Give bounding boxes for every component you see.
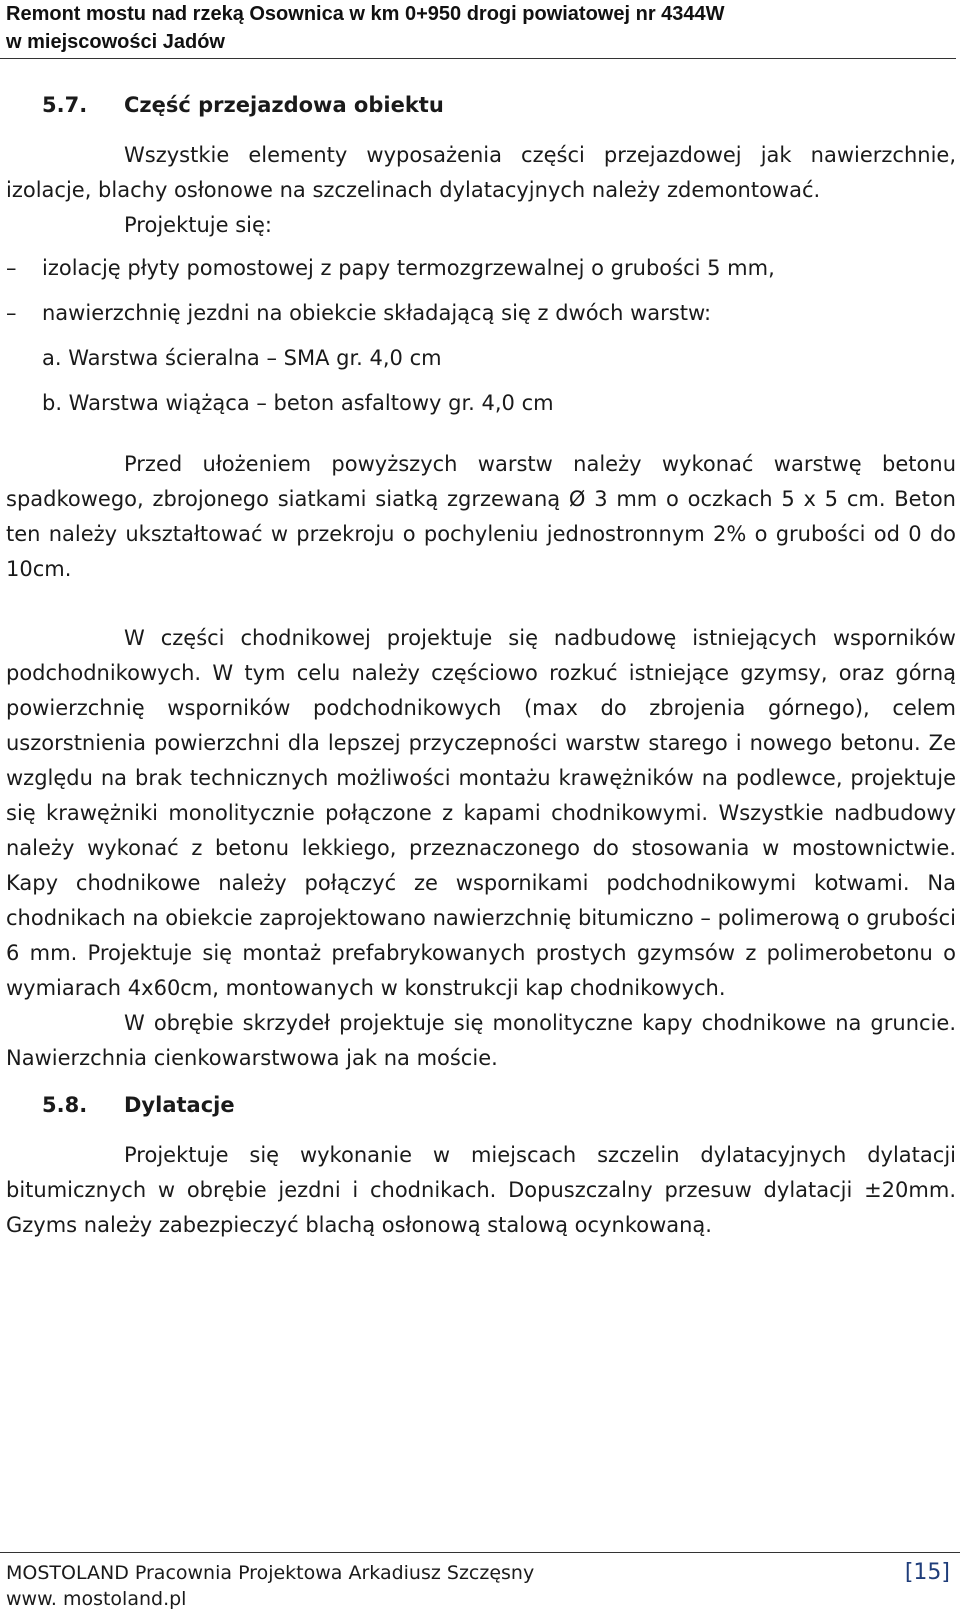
list-item-nawierzchnia [6, 296, 956, 331]
sub-item-b: b. Warstwa wiążąca – beton asfaltowy gr. 4,0 cm [42, 391, 554, 415]
footer-divider [0, 1552, 960, 1553]
paragraph-projektuje: Projektuje się: [124, 213, 272, 237]
header-title-line-1: Remont mostu nad rzeką Osownica w km 0+950 drogi powiatowej nr 4344W [6, 3, 725, 25]
paragraph-dylatacje: Projektuje się wykonanie w miejscach szczelin dylatacyjnych dylatacji bitumicznych w obrębie jezdni i chodnikach. Dopuszczalny przesuw dylatacji ±20mm. Gzyms należy zabezpieczyć blachą osłonową stalową ocynkowaną. [6, 1143, 956, 1237]
footer-website: www. mostoland.pl [6, 1588, 187, 1610]
sub-item-a: a. Warstwa ścieralna – SMA gr. 4,0 cm [42, 346, 442, 370]
footer-company: MOSTOLAND Pracownia Projektowa Arkadiusz Szczęsny [6, 1562, 535, 1584]
document-body [6, 88, 956, 1243]
dash-bullet: – [6, 301, 17, 325]
section-number: 5.7. [42, 93, 88, 117]
page-number: [15] [904, 1560, 950, 1585]
page-header [6, 0, 956, 56]
paragraph-czesc-chodnikowa: W części chodnikowej projektuje się nadbudowę istniejących wsporników podchodnikowych. W tym celu należy częściowo rozkuć istniejące gzymsy, oraz górną powierzchnię wsporników podchodnikowych (max do zbrojenia górnego), celem uszorstnienia powierzchni dla lepszej przyczepności warstw starego i nowego betonu. Ze względu na brak technicznych możliwości montażu krawężników na podlewce, projektuje się krawężniki monolitycznie połączone z kapami chodnikowymi. Wszystkie nadbudowy należy wykonać z betonu lekkiego, przeznaczonego do stosowania w mostownictwie. Kapy chodnikowe należy połączyć ze wspornikami podchodnikowymi kotwami. Na chodnikach na obiekcie zaprojektowano nawierzchnię bitumiczno – polimerową o grubości 6 mm. Projektuje się montaż prefabrykowanych prostych gzymsów z polimerobetonu o wymiarach 4x60cm, montowanych w konstrukcji kap chodnikowych. [6, 626, 956, 1000]
section-number: 5.8. [42, 1093, 88, 1117]
list-item-text: izolację płyty pomostowej z papy termozgrzewalnej o grubości 5 mm, [42, 256, 775, 280]
dash-bullet: – [6, 256, 17, 280]
paragraph-skrzydla: W obrębie skrzydeł projektuje się monolityczne kapy chodnikowe na gruncie. Nawierzchnia cienkowarstwowa jak na moście. [6, 1011, 956, 1070]
paragraph-beton-spadkowy: Przed ułożeniem powyższych warstw należy wykonać warstwę betonu spadkowego, zbrojonego siatkami siatką zgrzewaną Ø 3 mm o oczkach 5 x 5 cm. Beton ten należy ukształtować w przekroju o pochyleniu jednostronnym 2% o grubości od 0 do 10cm. [6, 452, 956, 581]
section-heading-5-8 [6, 1088, 956, 1122]
list-item-text: nawierzchnię jezdni na obiekcie składającą się z dwóch warstw: [42, 301, 712, 325]
header-divider [0, 58, 956, 59]
paragraph-demontaz: Wszystkie elementy wyposażenia części przejazdowej jak nawierzchnie, izolacje, blachy osłonowe na szczelinach dylatacyjnych należy zdemontować. [6, 143, 956, 202]
header-title-line-2: w miejscowości Jadów [6, 31, 225, 53]
section-title: Część przejazdowa obiektu [124, 93, 444, 117]
section-heading-5-7 [6, 88, 956, 122]
list-item-izolacja [6, 251, 956, 286]
page-footer [6, 1560, 956, 1612]
section-title: Dylatacje [124, 1093, 235, 1117]
